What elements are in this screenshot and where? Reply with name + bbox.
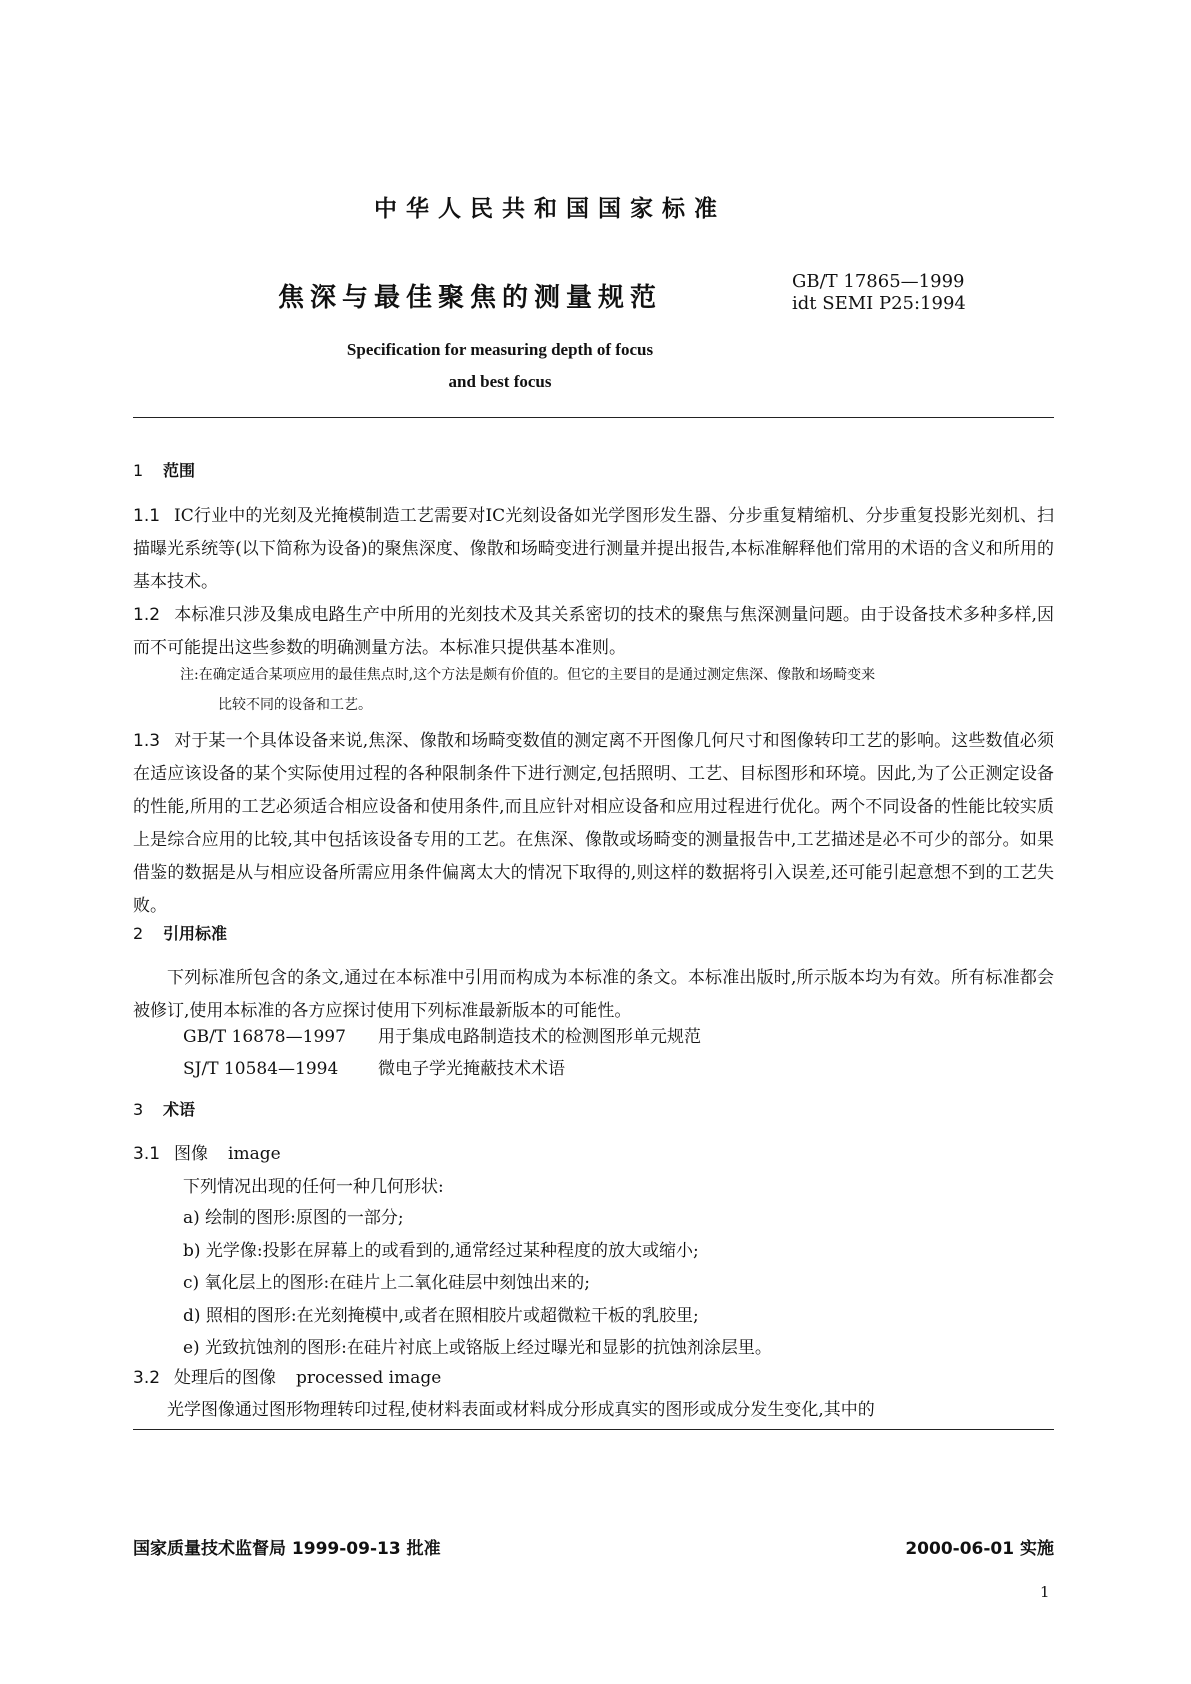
- section-2-text: 下列标准所包含的条文,通过在本标准中引用而构成为本标准的条文。本标准出版时,所示版本均为有效。所有标准都会被修订,使用本标准的各方应探讨使用下列标准最新版本的可能性。: [133, 968, 1054, 1021]
- national-standard-heading: 中华人民共和国国家标准: [374, 196, 726, 222]
- clause-1-1: [133, 500, 1054, 599]
- clause-number: 1.1: [133, 506, 161, 526]
- note-line1: 注:在确定适合某项应用的最佳焦点时,这个方法是颇有价值的。但它的主要目的是通过测定焦深、像散和场畸变来: [180, 667, 876, 683]
- section-1-heading: [133, 458, 195, 481]
- reference-item: [183, 1054, 565, 1079]
- section-number: 1: [133, 461, 144, 480]
- clause-text: IC行业中的光刻及光掩模制造工艺需要对IC光刻设备如光学图形发生器、分步重复精缩机、分步重复投影光刻机、扫描曝光系统等(以下简称为设备)的聚焦深度、像散和场畸变进行测量并提出报告,本标准解释他们常用的术语的含义和所用的基本技术。: [133, 506, 1054, 592]
- section-3-heading: [133, 1097, 195, 1120]
- term-en: image: [228, 1144, 281, 1164]
- clause-3-1: [133, 1138, 1054, 1171]
- note-line2: 比较不同的设备和工艺。: [218, 697, 372, 713]
- section-number: 2: [133, 924, 144, 943]
- implementation-date: 2000-06-01 实施: [905, 1539, 1054, 1559]
- clause-text: 本标准只涉及集成电路生产中所用的光刻技术及其关系密切的技术的聚焦与焦深测量问题。由于设备技术多种多样,因而不可能提出这些参数的明确测量方法。本标准只提供基本准则。: [133, 605, 1054, 658]
- section-title: 术语: [163, 1100, 196, 1119]
- term-cn: 处理后的图像: [174, 1368, 277, 1388]
- clause-1-2: [133, 599, 1054, 665]
- standard-number-block: [792, 271, 966, 315]
- list-item: d) 照相的图形:在光刻掩模中,或者在照相胶片或超微粒干板的乳胶里;: [183, 1306, 699, 1326]
- reference-code: GB/T 16878—1997: [183, 1027, 346, 1047]
- section-title: 范围: [163, 461, 196, 480]
- standard-number: GB/T 17865—1999: [792, 271, 965, 292]
- list-item: b) 光学像:投影在屏幕上的或看到的,通常经过某种程度的放大或缩小;: [183, 1241, 699, 1261]
- clause-3-2: [133, 1362, 1054, 1395]
- reference-item: [183, 1022, 701, 1047]
- clause-3-2-text: 光学图像通过图形物理转印过程,使材料表面或材料成分形成真实的图形或成分发生变化,其中的: [167, 1400, 875, 1420]
- reference-code: SJ/T 10584—1994: [183, 1059, 339, 1079]
- page-number: 1: [1040, 1583, 1050, 1601]
- document-title-cn: 焦深与最佳聚焦的测量规范: [278, 283, 663, 313]
- title-en-line2: and best focus: [448, 372, 552, 391]
- clause-number: 3.1: [133, 1144, 161, 1164]
- section-number: 3: [133, 1100, 144, 1119]
- footer: [133, 1534, 1054, 1559]
- list-item: a) 绘制的图形:原图的一部分;: [183, 1208, 404, 1228]
- header-divider: [133, 417, 1054, 418]
- clause-number: 1.3: [133, 731, 161, 751]
- footer-divider: [133, 1429, 1054, 1430]
- clause-number: 1.2: [133, 605, 161, 625]
- reference-title: 微电子学光掩蔽技术术语: [378, 1059, 565, 1079]
- section-2-heading: [133, 921, 227, 944]
- reference-title: 用于集成电路制造技术的检测图形单元规范: [378, 1027, 701, 1047]
- approval-date: 国家质量技术监督局 1999-09-13 批准: [133, 1539, 441, 1559]
- list-item: c) 氧化层上的图形:在硅片上二氧化硅层中刻蚀出来的;: [183, 1273, 591, 1293]
- clause-number: 3.2: [133, 1368, 161, 1388]
- term-intro: 下列情况出现的任何一种几何形状:: [183, 1177, 444, 1197]
- document-title-en: [200, 334, 800, 398]
- note: [180, 660, 1054, 720]
- clause-1-3: [133, 725, 1054, 923]
- title-en-line1: Specification for measuring depth of focus: [346, 340, 654, 359]
- clause-text: 对于某一个具体设备来说,焦深、像散和场畸变数值的测定离不开图像几何尺寸和图像转印工艺的影响。这些数值必须在适应该设备的某个实际使用过程的各种限制条件下进行测定,包括照明、工艺、目标图形和环境。因此,为了公正测定设备的性能,所用的工艺必须适合相应设备和使用条件,而且应针对相应设备和应用过程进行优化。两个不同设备的性能比较实质上是综合应用的比较,其中包括该设备专用的工艺。在焦深、像散或场畸变的测量报告中,工艺描述是必不可少的部分。如果借鉴的数据是从与相应设备所需应用条件偏离太大的情况下取得的,则这样的数据将引入误差,还可能引起意想不到的工艺失败。: [133, 731, 1054, 916]
- standard-idt: idt SEMI P25:1994: [792, 293, 966, 314]
- term-cn: 图像: [174, 1144, 209, 1164]
- term-en: processed image: [296, 1368, 442, 1388]
- list-item: e) 光致抗蚀剂的图形:在硅片衬底上或铬版上经过曝光和显影的抗蚀剂涂层里。: [183, 1338, 772, 1358]
- section-title: 引用标准: [163, 924, 228, 943]
